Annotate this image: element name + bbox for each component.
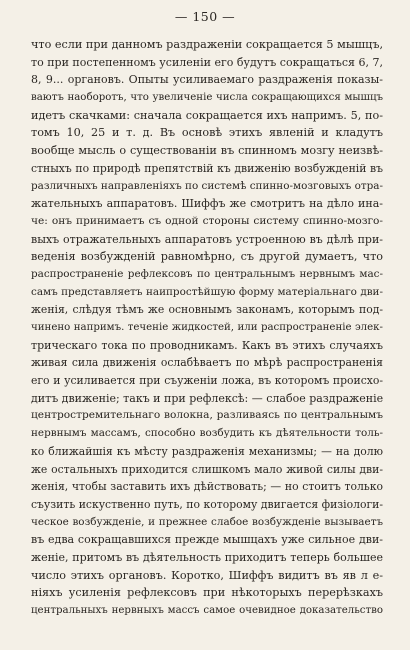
text-line: стныхъ по природѣ препятствій къ движенію возбужденій въ [31,161,383,175]
text-line: его и усиливается при съуженіи ложа, въ которомъ происхо- [31,374,383,388]
text-line: дитъ движеніе; такъ и при рефлексѣ: — слабое раздраженіе [31,391,383,405]
text-line: женіе, притомъ въ дѣятельность приходитъ теперь большее [31,550,383,564]
text-line: ніяхъ усиленія рефлексовъ при нѣкоторыхъ перерѣзкахъ [31,586,383,600]
text-line: ваютъ наоборотъ, что увеличеніе числа сокращающихся мышцъ [31,92,383,104]
text-line: веденія возбужденій равномѣрно, съ другой думаетъ, что [31,250,383,264]
text-line: женія, чтобы заставить ихъ дѣйствовать; — но стоитъ только [31,480,383,494]
text-line: идетъ скачками: сначала сокращается ихъ напримъ. 5, по- [31,108,383,122]
text-line: ко ближайшія къ мѣсту раздраженія механизмы; — на долю [31,444,383,458]
text-line: жательныхъ аппаратовъ. Шиффъ же смотритъ на дѣло ина- [31,197,383,211]
text-line: центральныхъ нервныхъ массъ самое очевидное доказательство [31,605,383,616]
text-line: вообще мысль о существованіи въ спинномъ мозгу неизвѣ- [31,144,383,158]
text-line: томъ 10, 25 и т. д. Въ основѣ этихъ явленій и кладутъ [31,126,383,140]
text-line: женія, слѣдуя тѣмъ же основнымъ законамъ, которымъ под- [31,303,383,317]
text-line: что если при данномъ раздраженіи сокращается 5 мышцъ, [31,38,383,51]
page-number: — 150 — [174,9,236,24]
text-line: различныхъ направленіяхъ по системѣ спинно-мозговыхъ отра- [31,179,383,192]
text-line: центростремительнаго волокна, разливаясь по центральнымъ [31,409,383,422]
text-line: то при постепенномъ усиленіи его будутъ сокращаться 6, 7, [31,55,383,69]
text-line: чинено напримъ. теченіе жидкостей, или распространеніе элек- [31,322,383,333]
text-line: выхъ отражательныхъ аппаратовъ устроенною въ дѣлѣ при- [31,232,383,246]
text-line: трическаго тока по проводникамъ. Какъ въ этихъ случаяхъ [31,338,383,352]
text-line: ческое возбужденіе, и прежнее слабое возбужденіе вызываетъ [31,515,383,528]
text-line: нервнымъ массамъ, способно возбудить къ дѣятельности толь- [31,427,383,440]
text-line: въ едва сокращавшихся прежде мышцахъ уже сильное дви- [31,533,383,547]
text-line: че: онъ принимаетъ съ одной стороны систему спинно-мозго- [31,214,383,227]
text-line: число этихъ органовъ. Коротко, Шиффъ видитъ въ яв л е- [31,568,383,582]
text-line: самъ представляетъ наипростѣйшую форму матеріальнаго дви- [31,285,383,298]
text-line: живая сила движенія ослабѣваетъ по мѣрѣ распространенія [31,356,383,370]
text-line: же остальныхъ приходится слишкомъ мало живой силы дви- [31,462,383,476]
text-line: распространеніе рефлексовъ по центральнымъ нервнымъ мас- [31,267,383,280]
text-line: 8, 9... органовъ. Опыты усиливаемаго раздраженія показы- [31,73,383,87]
text-line: съузить искуственно путь, по которому двигается физіологи- [31,497,383,511]
body-text [31,36,383,620]
